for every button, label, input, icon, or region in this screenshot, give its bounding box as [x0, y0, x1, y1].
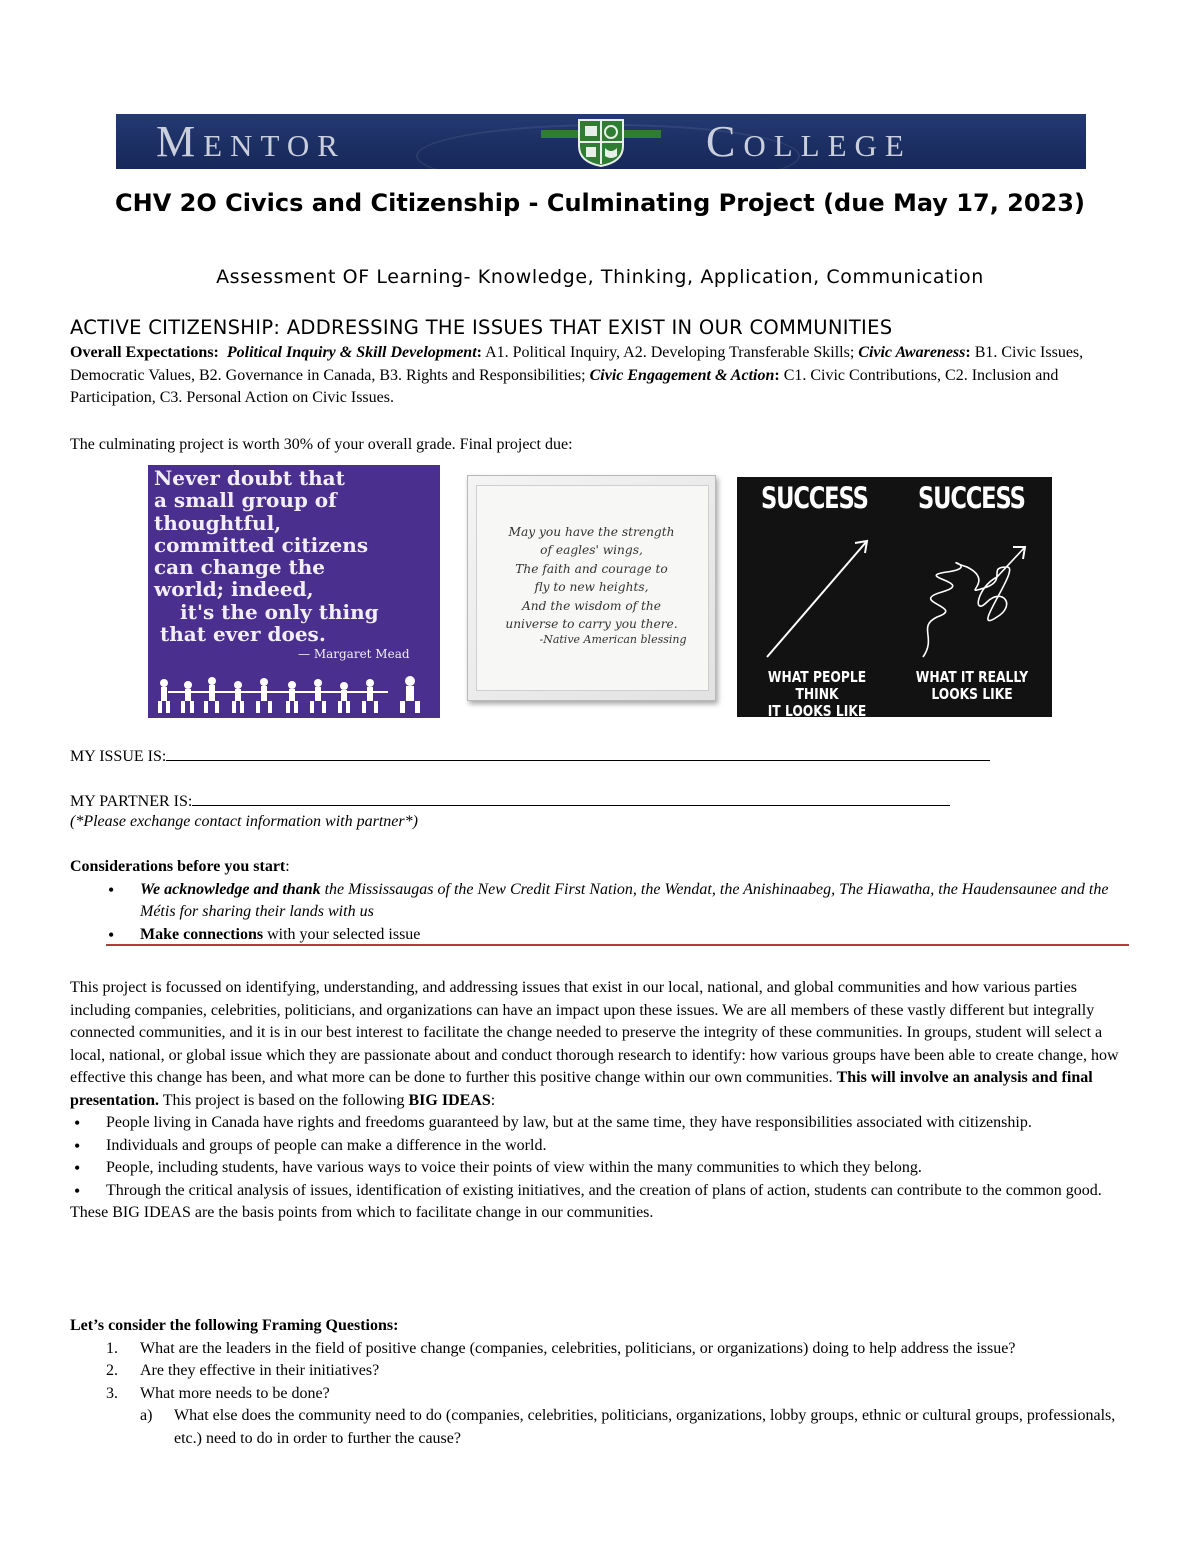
quote2-author: -Native American blessing: [539, 633, 687, 646]
strand-c-text: C1. Civic Contributions, C2. Inclusion and Participation, C3. Personal Action on Civic Issues.: [70, 366, 1059, 406]
section-divider: [106, 944, 1129, 946]
partner-note: (*Please exchange contact information with partner*): [70, 813, 418, 830]
overall-expectations: Overall Expectations: Political Inquiry & Skill Development: A1. Political Inquiry, A2. Developing Transferable Skills; Civic Awareness: B1. Civic Issues, Democratic Values, B2. Governance in Canada, B3. Rights and Responsibilities; Civic Engagement & Action: C1. Civic Contributions, C2. Inclusion and Participation, C3. Personal Action on Civic Issues.: [70, 344, 1084, 406]
partner-label: MY PARTNER IS:: [70, 793, 193, 810]
intro-paragraph: This project is focussed on identifying, understanding, and addressing issues that exist in our local, national, and global communities and how various parties including companies, celebrities, politicians, and organizations can have an impact upon these issues. We are all members of these vastly different but integrally connected communities, and it is in our best interest to facilitate the change needed to preserve the integrity of these communities. In groups, student will select a local, national, or global issue which they are passionate about and conduct thorough research to identify: how various groups have been able to create change, how effective this change has been, and what more can be done to further this positive change within our own communities. This will involve an analysis and final presentation. This project is based on the following BIG IDEAS: • People living in Canada have rights and freedoms guaranteed by law, but at the same time, they have responsibilities associated with citizenship. • Individuals and groups of people can make a difference in the world. • People, including students, have various ways to voice their points of view within the many communities to which they belong. • Through the critical analysis of issues, identification of existing initiatives, and the creation of plans of action, students can contribute to the common good. These BIG IDEAS are the basis points from which to facilitate change in our communities.: [70, 977, 1130, 1225]
quote2-line: And the wisdom of the: [522, 598, 661, 613]
considerations-label: Considerations before you start: [70, 858, 286, 875]
quote1-line: thoughtful,: [154, 510, 282, 535]
list-item: • People living in Canada have rights and freedoms guaranteed by law, but at the same time, they have responsibilities associated with citizenship.: [70, 1112, 1130, 1135]
issue-blank-line[interactable]: [166, 744, 990, 761]
framing-question-3a: a) What else does the community need to do (companies, celebrities, politicians, organizations, lobby groups, ethnic or cultural groups, professionals, etc.) need to do in order to further the cause?: [140, 1407, 1116, 1447]
list-item: • Individuals and groups of people can make a difference in the world.: [70, 1135, 1130, 1158]
section-heading: ACTIVE CITIZENSHIP: ADDRESSING THE ISSUES THAT EXIST IN OUR COMMUNITIES: [70, 316, 893, 339]
success-right: SUCCESS: [918, 481, 1025, 515]
caption-right: WHAT IT REALLY LOOKS LIKE: [915, 668, 1029, 703]
expectations-label: Overall Expectations:: [70, 344, 219, 361]
quote2-line: universe to carry you there.: [505, 617, 678, 632]
strand-a: Political Inquiry & Skill Development: [226, 344, 477, 361]
success-arrows-icon: [737, 527, 1052, 667]
quote-image-blessing: [467, 475, 716, 701]
college-banner-logo: [116, 114, 1086, 169]
caption-left: WHAT PEOPLE THINK IT LOOKS LIKE: [767, 668, 867, 720]
quote1-line: Never doubt that: [154, 466, 345, 490]
quote2-line: The faith and courage to: [515, 561, 668, 576]
success-meme-image: [737, 477, 1052, 720]
list-item: • Through the critical analysis of issues, identification of existing initiatives, and the creation of plans of action, students can contribute to the common good.: [70, 1180, 1130, 1203]
framing-label: Let’s consider the following Framing Questions:: [70, 1317, 399, 1334]
strand-a-text: A1. Political Inquiry, A2. Developing Transferable Skills;: [481, 344, 859, 361]
partner-field[interactable]: [70, 789, 950, 811]
quote1-line: it's the only thing: [180, 599, 379, 624]
framing-question-3: 3. What more needs to be done?: [106, 1384, 330, 1402]
list-item: • People, including students, have various ways to voice their points of view within the many communities to which they belong.: [70, 1157, 1130, 1180]
banner-word-left: Mentor: [156, 117, 346, 166]
strand-b-text: B1. Civic Issues, Democratic Values, B2. Governance in Canada, B3. Rights and Responsibilities;: [70, 344, 1084, 384]
grade-worth-text: The culminating project is worth 30% of your overall grade. Final project due:: [70, 436, 573, 453]
quote-image-margaret-mead: [148, 465, 440, 718]
framing-question-1: 1. What are the leaders in the field of positive change (companies, celebrities, politicians, or organizations) doing to help address the issue?: [106, 1339, 1016, 1357]
banner-word-right: College: [706, 117, 912, 166]
quote1-line: committed citizens: [154, 532, 369, 557]
quote1-author: — Margaret Mead: [298, 647, 410, 661]
issue-label: MY ISSUE IS:: [70, 748, 167, 765]
document-subtitle: Assessment OF Learning- Knowledge, Thinking, Application, Communication: [216, 266, 984, 288]
issue-field[interactable]: [70, 744, 990, 766]
big-ideas-list: [70, 1112, 1130, 1202]
quote2-line: May you have the strength: [508, 525, 675, 539]
quote1-line: can change the: [154, 555, 326, 580]
quote1-line: a small group of: [154, 488, 337, 513]
big-ideas-close: These BIG IDEAS are the basis points from which to facilitate change in our communities.: [70, 1204, 654, 1221]
quote1-line: that ever does.: [160, 622, 326, 647]
partner-blank-line[interactable]: [192, 789, 950, 806]
quote1-line: world; indeed,: [154, 577, 314, 602]
strand-b: Civic Awareness: [858, 344, 966, 361]
crest-icon: [541, 116, 661, 168]
list-item-acknowledgement: • We acknowledge and thank the Mississaugas of the New Credit First Nation, the Wendat, the Anishinaabeg, The Hiawatha, the Haudensaunee and the Métis for sharing their lands with us: [70, 879, 1130, 924]
list-item-connections: • Make connections with your selected issue: [70, 924, 1130, 947]
framing-questions: [70, 1315, 1130, 1450]
strand-c: Civic Engagement & Action: [589, 366, 775, 384]
framing-question-2: 2. Are they effective in their initiatives?: [106, 1362, 380, 1379]
success-left: SUCCESS: [761, 481, 868, 515]
quote2-line: of eagles' wings,: [540, 543, 643, 558]
people-silhouettes-icon: [148, 673, 440, 718]
quote2-line: fly to new heights,: [534, 580, 649, 595]
considerations-section: Considerations before you start: • We acknowledge and thank the Mississaugas of the New Credit First Nation, the Wendat, the Anishinaabeg, The Hiawatha, the Haudensaunee and the Métis for sharing their lands with us • Make connections with your selected issue: [70, 856, 1130, 946]
document-title: CHV 2O Civics and Citizenship - Culminating Project (due May 17, 2023): [115, 189, 1085, 217]
